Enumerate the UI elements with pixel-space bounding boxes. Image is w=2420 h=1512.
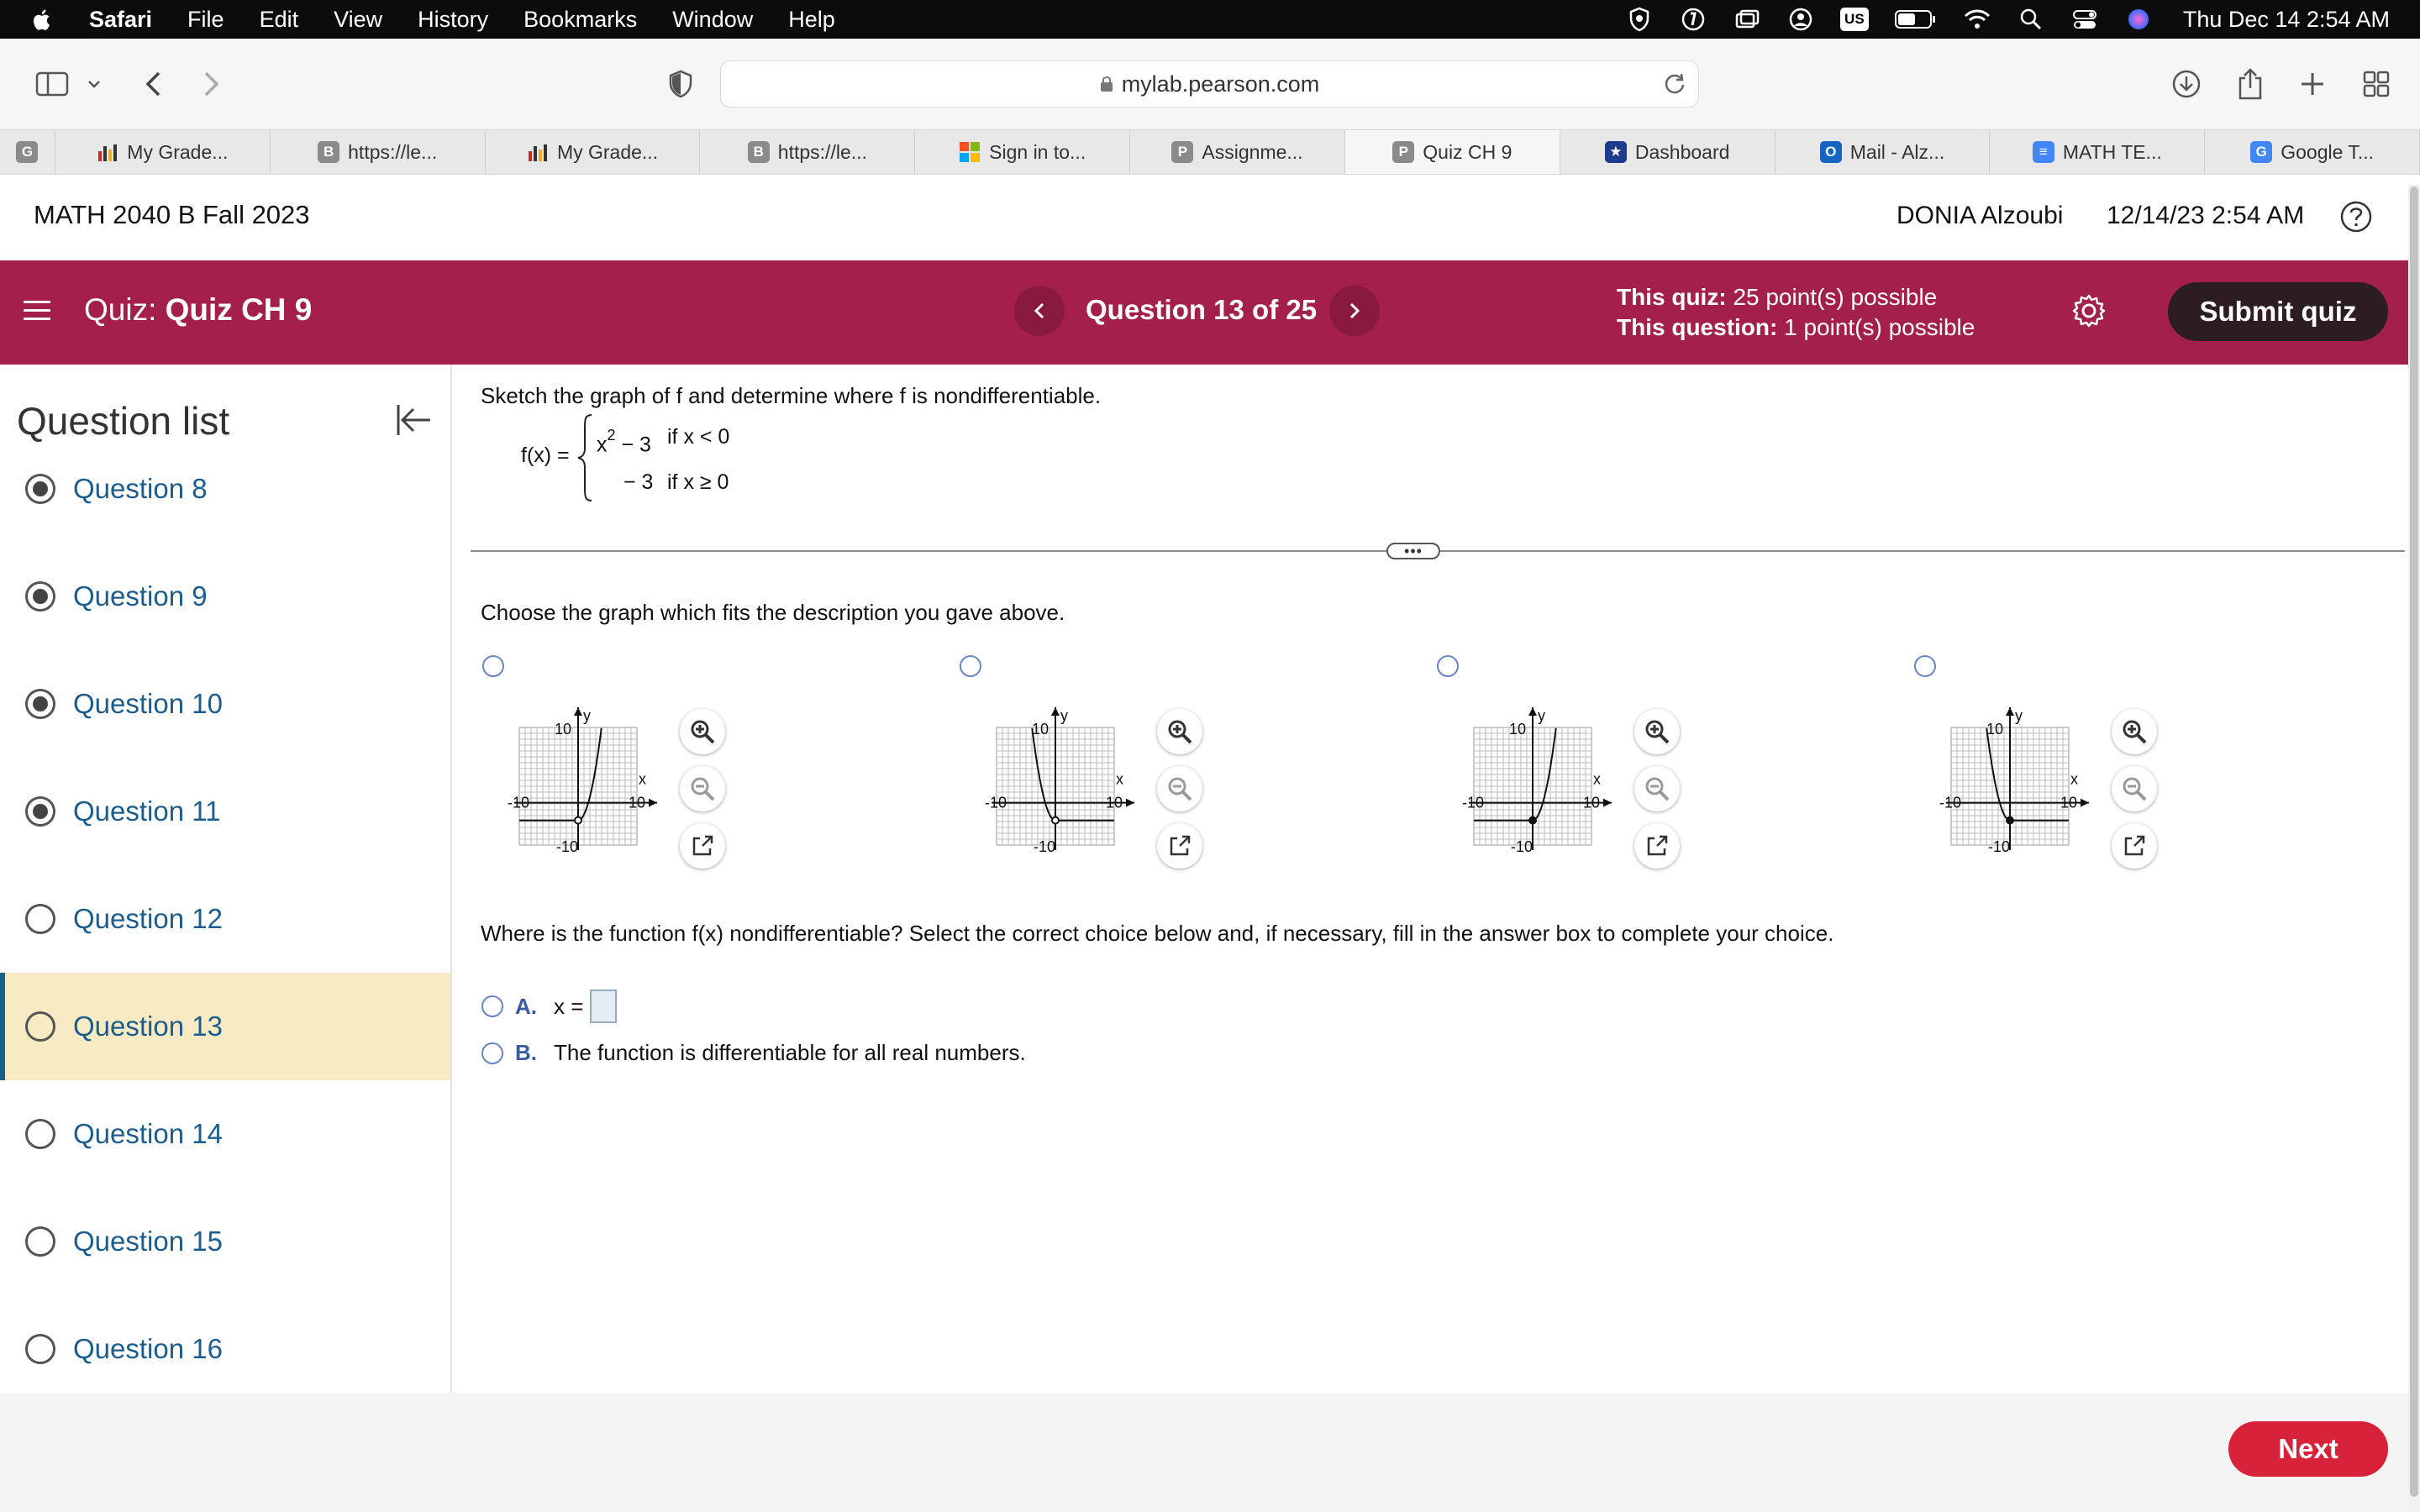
y-axis-label: y [2015, 707, 2023, 724]
open-external-icon[interactable] [1634, 823, 1680, 869]
footer-bar [0, 1393, 2408, 1512]
question-list-label: Question 9 [73, 580, 208, 612]
graph-a[interactable] [508, 680, 659, 857]
microsoft-favicon-icon [959, 141, 981, 163]
piece1-exponent: 2 [607, 427, 616, 444]
question-list-label: Question 15 [73, 1226, 223, 1257]
y-min-label: -10 [1034, 838, 1056, 855]
address-bar-url: mylab.pearson.com [1121, 71, 1320, 97]
x-axis-arrow [649, 799, 657, 807]
tab-label: Google T... [2281, 140, 2375, 163]
left-brace-icon [575, 412, 595, 504]
tab-label: https://le... [348, 140, 438, 163]
shield-status-icon[interactable] [1625, 7, 1654, 32]
endpoint-dot [2007, 817, 2013, 824]
this-question-points: 1 point(s) possible [1784, 314, 1975, 340]
current-datetime: 12/14/23 2:54 AM [2107, 202, 2305, 229]
question-list-label: Question 12 [73, 903, 223, 934]
tab-favicon-icon: P [1392, 141, 1414, 163]
answer-input[interactable] [590, 990, 617, 1023]
points-info [1617, 282, 1975, 343]
user-status-icon[interactable] [1786, 7, 1815, 32]
unanswered-radio-icon [25, 1226, 55, 1257]
graph-option-a [482, 655, 886, 857]
x-min-label: -10 [508, 794, 530, 811]
x-axis-label: x [1593, 770, 1601, 788]
choice-a-letter: A. [515, 993, 537, 1019]
forward-icon[interactable] [193, 66, 230, 102]
unanswered-radio-icon [25, 904, 55, 934]
tab-label: Assignme... [1202, 140, 1303, 163]
tab-favicon-icon: G [2250, 141, 2272, 163]
y-min-label: -10 [556, 838, 579, 855]
y-axis-arrow [1051, 707, 1060, 716]
bar-chart-favicon-icon [527, 141, 549, 163]
question-list-label: Question 14 [73, 1118, 223, 1149]
downloads-icon[interactable] [2168, 66, 2205, 102]
question-list-item-14[interactable] [0, 1080, 450, 1188]
graph-c[interactable] [1462, 680, 1613, 857]
tab-label: My Grade... [556, 140, 659, 163]
question-list-item-9[interactable] [0, 543, 450, 650]
open-external-icon[interactable] [1157, 823, 1202, 869]
answered-radio-icon [25, 689, 55, 719]
endpoint-dot [575, 817, 581, 824]
y-min-label: -10 [1988, 838, 2011, 855]
y-axis-label: y [1538, 707, 1545, 724]
y-axis-arrow [1528, 707, 1537, 716]
next-question-button[interactable] [1329, 286, 1380, 336]
window-status-icon[interactable] [1733, 7, 1761, 32]
menu-view[interactable]: View [334, 6, 383, 32]
question-list-item-8[interactable] [0, 435, 450, 543]
question-list-item-10[interactable] [0, 650, 450, 758]
zoom-out-icon[interactable] [1157, 766, 1202, 811]
cursor-status-icon[interactable] [1679, 7, 1707, 32]
x-max-label: 10 [2060, 794, 2078, 811]
tab-my-grades-1[interactable] [55, 130, 271, 174]
menu-file[interactable]: File [187, 6, 224, 32]
y-axis-label: y [583, 707, 591, 724]
tab-google-t[interactable] [2205, 130, 2420, 174]
course-title: MATH 2040 B Fall 2023 [34, 200, 310, 229]
control-center-icon[interactable] [2070, 7, 2099, 32]
unanswered-radio-icon [25, 1011, 55, 1042]
tab-assignments[interactable] [1130, 130, 1345, 174]
share-icon[interactable] [2232, 66, 2269, 102]
zoom-in-icon[interactable] [2112, 709, 2157, 754]
question-list-item-13[interactable] [0, 973, 450, 1080]
chevron-left-icon [1034, 302, 1045, 320]
zoom-in-icon[interactable] [1634, 709, 1680, 754]
tab-https-le-1[interactable] [271, 130, 486, 174]
graph-option-d-radio[interactable] [1914, 655, 1936, 677]
menu-app-safari[interactable]: Safari [89, 6, 153, 32]
answered-radio-icon [25, 474, 55, 504]
submit-quiz-button[interactable]: Submit quiz [2168, 282, 2388, 341]
piece1-rest: − 3 [621, 433, 651, 457]
question-list-item-15[interactable] [0, 1188, 450, 1295]
lock-icon [1100, 76, 1113, 92]
question-list-title: Question list [17, 399, 230, 443]
choice-b-letter: B. [515, 1040, 537, 1065]
zoom-out-icon[interactable] [2112, 766, 2157, 811]
x-max-label: 10 [1106, 794, 1123, 811]
choice-a[interactable] [481, 990, 617, 1023]
tab-overview-icon[interactable] [2358, 66, 2395, 102]
user-name: DONIA Alzoubi [1897, 202, 2064, 229]
x-max-label: 10 [629, 794, 646, 811]
y-max-label: 10 [1032, 721, 1050, 738]
sidebar-toggle-icon[interactable] [34, 66, 71, 102]
menu-bookmarks[interactable]: Bookmarks [523, 6, 638, 32]
mac-menu-bar [0, 0, 2420, 39]
question-list-label: Question 16 [73, 1333, 223, 1364]
nondifferentiable-prompt: Where is the function f(x) nondifferentiable? Select the correct choice below and, if necessary, fill in the answer box to complete your choice. [481, 921, 1834, 946]
answered-radio-icon [25, 796, 55, 827]
choice-a-text: x = [554, 993, 584, 1019]
question-list-item-11[interactable] [0, 758, 450, 865]
next-button[interactable]: Next [2228, 1421, 2388, 1477]
graph-option-b [960, 655, 1363, 857]
chevron-down-icon[interactable] [84, 66, 104, 102]
tab-quiz-ch9[interactable] [1345, 130, 1560, 174]
tab-favicon-icon: ★ [1605, 141, 1627, 163]
question-list-panel [0, 365, 452, 1393]
help-icon[interactable] [2339, 200, 2373, 234]
tab-label: Sign in to... [989, 140, 1086, 163]
tab-pinned-g[interactable] [0, 130, 55, 174]
y-axis-arrow [2006, 707, 2014, 716]
tab-favicon-icon: B [748, 141, 770, 163]
menu-clock[interactable]: Thu Dec 14 2:54 AM [2182, 6, 2390, 32]
menu-icon[interactable] [24, 298, 50, 323]
tab-sign-in[interactable] [915, 130, 1130, 174]
open-external-icon[interactable] [2112, 823, 2157, 869]
zoom-out-icon[interactable] [1634, 766, 1680, 811]
tab-math-te[interactable] [1990, 130, 2205, 174]
tab-label: MATH TE... [2062, 140, 2162, 163]
y-max-label: 10 [1509, 721, 1527, 738]
tab-strip [0, 129, 2420, 175]
address-bar[interactable] [720, 60, 1699, 108]
function-label: f(x) = [521, 444, 570, 467]
scrollbar-thumb[interactable] [2410, 186, 2418, 1497]
x-axis-label: x [1116, 770, 1123, 788]
endpoint-dot [1052, 817, 1059, 824]
x-min-label: -10 [985, 794, 1007, 811]
this-quiz-points: 25 point(s) possible [1733, 284, 1938, 310]
x-axis-label: x [639, 770, 646, 788]
course-header [0, 175, 2420, 260]
y-axis-arrow [574, 707, 582, 716]
piece1-base: x [597, 433, 608, 457]
menu-history[interactable]: History [418, 6, 489, 32]
unanswered-radio-icon [25, 1334, 55, 1364]
x-axis-arrow [2081, 799, 2089, 807]
question-counter: Question 13 of 25 [1086, 294, 1318, 325]
question-prompt: Sketch the graph of f and determine where f is nondifferentiable. [481, 383, 1102, 408]
browser-toolbar [0, 39, 2420, 129]
reload-icon[interactable] [1663, 72, 1686, 96]
battery-icon[interactable] [1894, 7, 1938, 32]
question-list-label: Question 11 [73, 795, 221, 827]
bar-chart-favicon-icon [97, 141, 118, 163]
answered-radio-icon [25, 581, 55, 612]
tab-mail[interactable] [1776, 130, 1991, 174]
x-min-label: -10 [1939, 794, 1962, 811]
open-external-icon[interactable] [680, 823, 725, 869]
tab-label: Quiz CH 9 [1423, 140, 1512, 163]
spotlight-search-icon[interactable] [2017, 7, 2045, 32]
tab-label: My Grade... [127, 140, 229, 163]
menu-help[interactable]: Help [788, 6, 835, 32]
chevron-right-icon [1349, 302, 1360, 320]
tab-label: Mail - Alz... [1849, 140, 1945, 163]
zoom-in-icon[interactable] [680, 709, 725, 754]
tab-favicon-icon: G [16, 141, 38, 163]
graph-option-d [1914, 655, 2317, 857]
question-list-label: Question 8 [73, 473, 208, 504]
graph-b[interactable] [985, 680, 1136, 857]
y-max-label: 10 [1986, 721, 2004, 738]
tab-label: Dashboard [1634, 140, 1730, 163]
choice-a-radio[interactable] [481, 995, 503, 1017]
question-list-item-16[interactable] [0, 1295, 450, 1403]
gear-icon[interactable] [2070, 292, 2107, 329]
choice-b[interactable] [481, 1040, 1026, 1066]
unanswered-radio-icon [25, 1119, 55, 1149]
question-content [454, 365, 2408, 1393]
collapse-panel-icon[interactable] [393, 400, 434, 440]
this-question-label: This question: [1617, 314, 1778, 340]
siri-icon[interactable] [2124, 7, 2153, 32]
quiz-prefix: Quiz: [84, 292, 157, 327]
x-axis-arrow [1126, 799, 1134, 807]
piece2-condition: if x ≥ 0 [667, 470, 729, 494]
quiz-title [84, 292, 312, 328]
x-min-label: -10 [1462, 794, 1485, 811]
privacy-shield-icon[interactable] [662, 66, 699, 102]
graph-prompt: Choose the graph which fits the description you gave above. [481, 600, 1065, 625]
piece2-expression: − 3 [623, 470, 654, 494]
x-axis-arrow [1603, 799, 1612, 807]
choice-b-text: The function is differentiable for all real numbers. [554, 1040, 1026, 1065]
y-min-label: -10 [1511, 838, 1534, 855]
question-list-item-12[interactable] [0, 865, 450, 973]
tab-favicon-icon: B [318, 141, 339, 163]
tab-my-grades-2[interactable] [486, 130, 701, 174]
resize-handle[interactable]: ••• [1386, 543, 1440, 559]
apple-icon[interactable] [30, 7, 55, 32]
zoom-in-icon[interactable] [1157, 709, 1202, 754]
menu-window[interactable]: Window [672, 6, 754, 32]
y-max-label: 10 [555, 721, 572, 738]
tab-dashboard[interactable] [1560, 130, 1776, 174]
piece1-expression [597, 427, 651, 457]
graph-option-c-radio[interactable] [1437, 655, 1459, 677]
quiz-bar [0, 260, 2420, 365]
graph-option-b-radio[interactable] [960, 655, 981, 677]
graph-option-a-radio[interactable] [482, 655, 504, 677]
tab-favicon-icon: ≡ [2033, 141, 2054, 163]
tab-https-le-2[interactable] [700, 130, 915, 174]
x-axis-label: x [2070, 770, 2078, 788]
new-tab-icon[interactable] [2294, 66, 2331, 102]
endpoint-dot [1529, 817, 1536, 824]
this-quiz-label: This quiz: [1617, 284, 1727, 310]
menu-edit[interactable]: Edit [259, 6, 299, 32]
piece1-condition: if x < 0 [667, 425, 730, 449]
y-axis-label: y [1060, 707, 1068, 724]
question-list-label: Question 13 [73, 1011, 223, 1042]
tab-favicon-icon: O [1820, 141, 1842, 163]
previous-question-button[interactable] [1014, 286, 1065, 336]
x-max-label: 10 [1583, 794, 1601, 811]
tab-label: https://le... [777, 140, 867, 163]
keyboard-layout-icon[interactable]: US [1840, 8, 1869, 31]
back-icon[interactable] [134, 66, 171, 102]
choice-b-radio[interactable] [481, 1042, 503, 1064]
graph-option-c [1437, 655, 1840, 857]
quiz-name: Quiz CH 9 [165, 292, 313, 327]
tab-favicon-icon: P [1171, 141, 1193, 163]
zoom-out-icon[interactable] [680, 766, 725, 811]
wifi-icon[interactable] [1963, 7, 1991, 32]
graph-d[interactable] [1939, 680, 2091, 857]
question-list-label: Question 10 [73, 688, 223, 719]
